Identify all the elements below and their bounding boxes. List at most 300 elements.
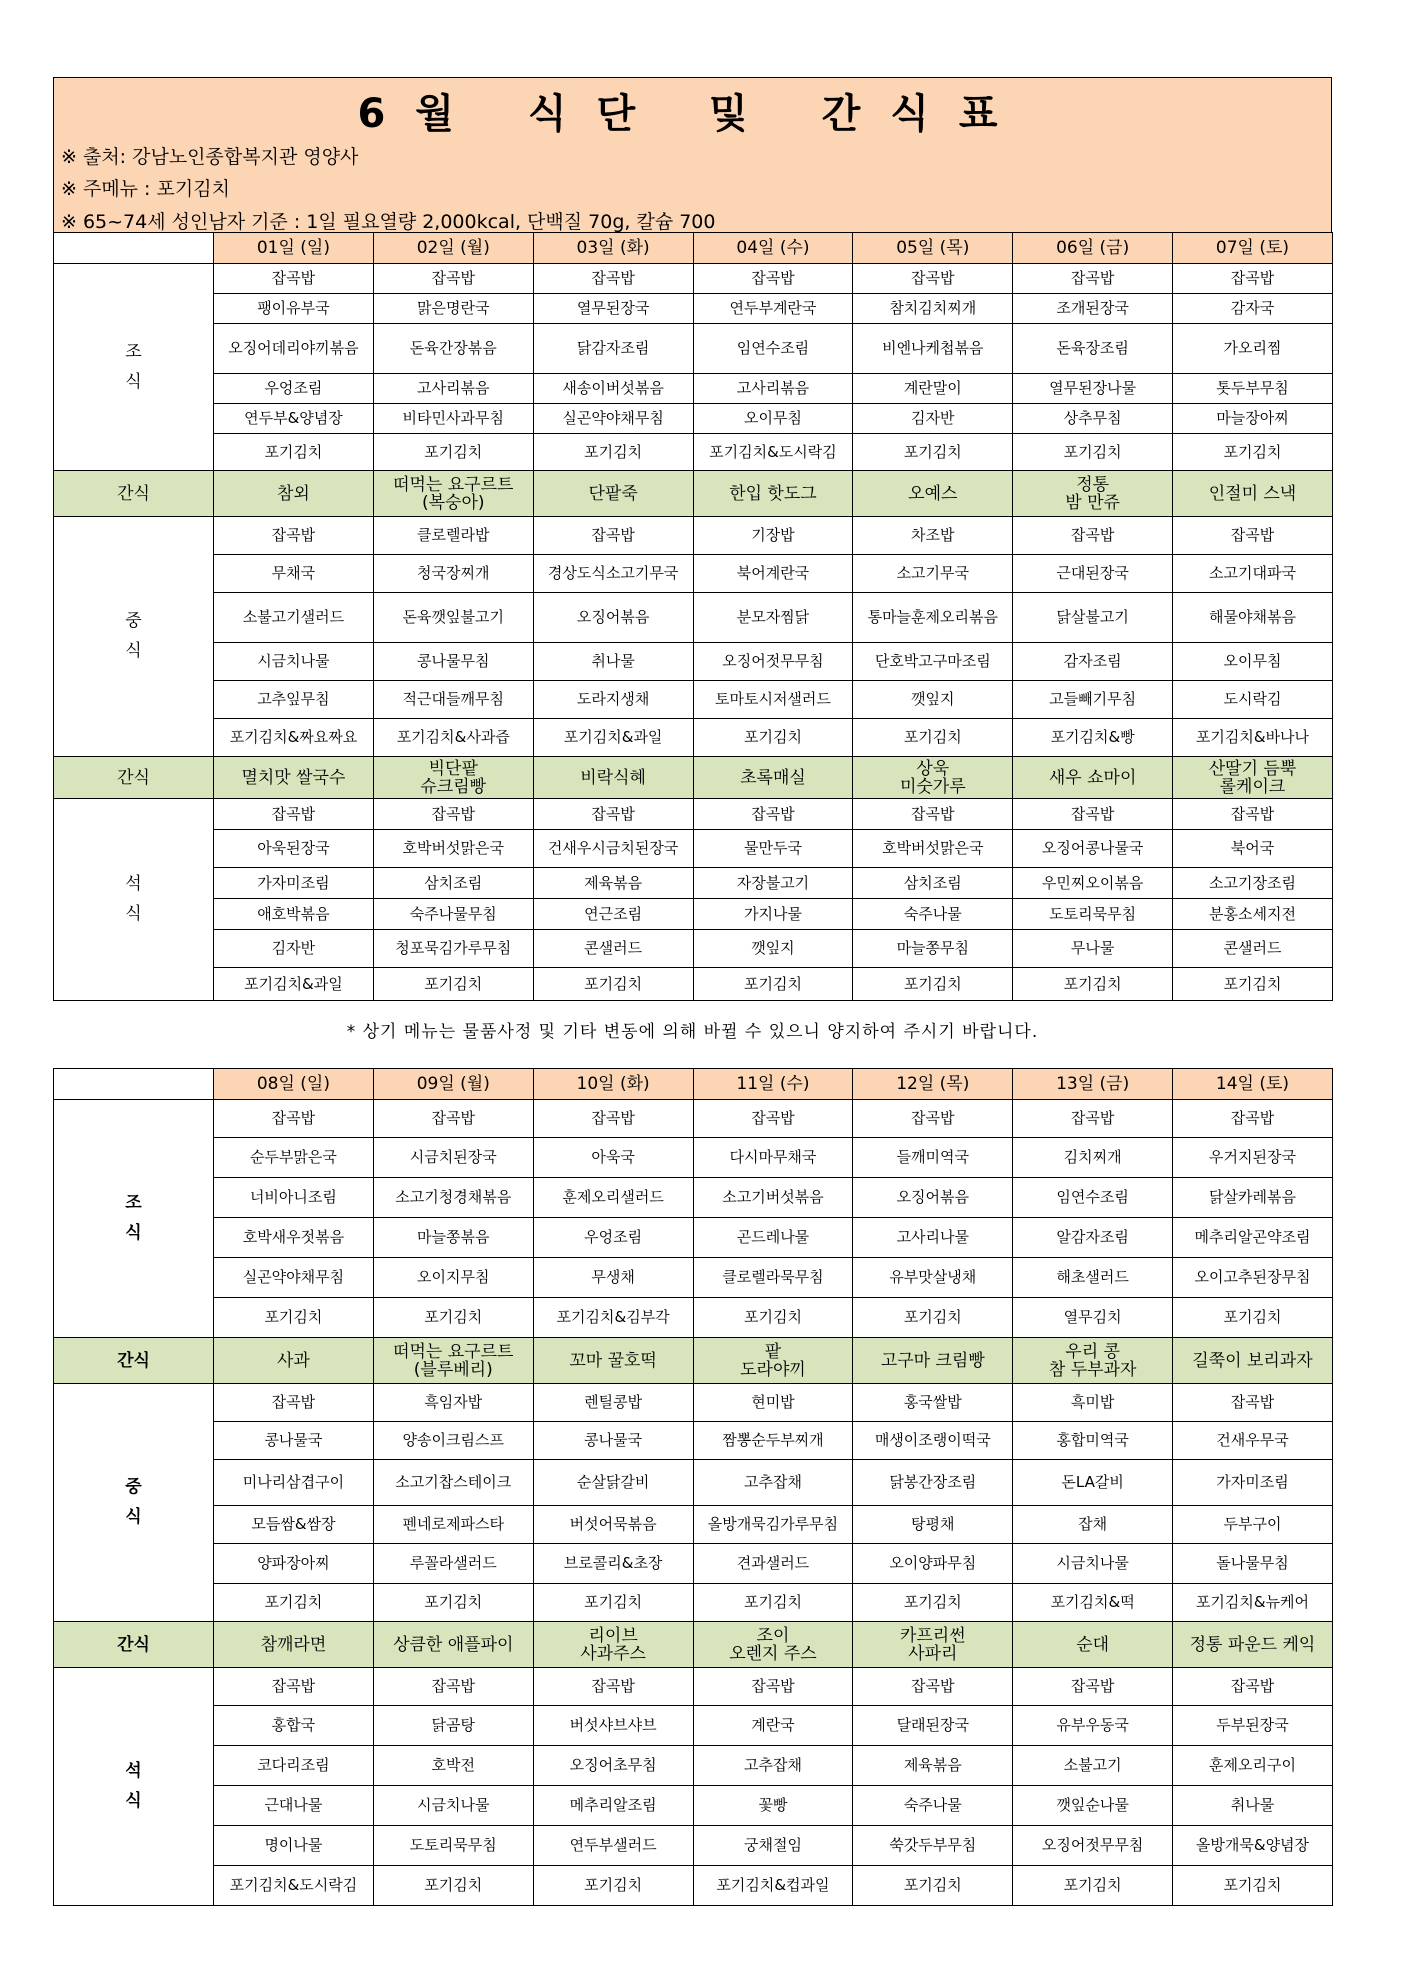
- snack-item: 떠먹는 요구르트 (복숭아): [373, 471, 533, 517]
- breakfast-menu-item: 잡곡밥: [533, 264, 693, 294]
- snack-label: 간식: [54, 471, 214, 517]
- dinner-menu-item: 잡곡밥: [1173, 799, 1333, 830]
- breakfast-menu-item: 오징어데리야끼볶음: [214, 324, 374, 374]
- dinner-menu-item: 자장불고기: [693, 868, 853, 899]
- snack-item: 오예스: [853, 471, 1013, 517]
- dinner-menu-item: 명이나물: [214, 1826, 374, 1866]
- dinner-menu-item: 호박버섯맑은국: [373, 830, 533, 868]
- snack-item: 순대: [1013, 1622, 1173, 1668]
- breakfast-menu-item: 참치김치찌개: [853, 294, 1013, 324]
- breakfast-menu-item: 오이무침: [693, 404, 853, 434]
- dinner-menu-item: 무나물: [1013, 930, 1173, 968]
- lunch-menu-item: 적근대들깨무침: [373, 681, 533, 719]
- dinner-menu-item: 포기김치: [1173, 1866, 1333, 1906]
- snack-item: 참외: [214, 471, 374, 517]
- lunch-menu-item: 펜네로제파스타: [373, 1506, 533, 1544]
- dinner-menu-item: 포기김치&과일: [214, 968, 374, 1001]
- breakfast-menu-item: 잡곡밥: [373, 264, 533, 294]
- breakfast-menu-item: 잡곡밥: [693, 1100, 853, 1138]
- breakfast-menu-item: 임연수조림: [1013, 1178, 1173, 1218]
- footnote: * 상기 메뉴는 물품사정 및 기타 변동에 의해 바뀔 수 있으니 양지하여 주시기 바랍니다.: [346, 1022, 1039, 1042]
- breakfast-menu-item: 연두부계란국: [693, 294, 853, 324]
- breakfast-menu-item: 비엔나케첩볶음: [853, 324, 1013, 374]
- date-header: 07일 (토): [1173, 233, 1333, 264]
- dinner-menu-item: 도토리묵무침: [1013, 899, 1173, 930]
- breakfast-menu-item: 오이지무침: [373, 1258, 533, 1298]
- page-title: 6월 식단 및 간식표: [357, 91, 1028, 137]
- dinner-menu-item: 잡곡밥: [533, 1668, 693, 1706]
- breakfast-menu-item: 돈육간장볶음: [373, 324, 533, 374]
- dinner-menu-item: 아욱된장국: [214, 830, 374, 868]
- lunch-menu-item: 포기김치&바나나: [1173, 719, 1333, 757]
- breakfast-menu-item: 알감자조림: [1013, 1218, 1173, 1258]
- snack-item: 초록매실: [693, 757, 853, 799]
- dinner-menu-item: 포기김치: [373, 1866, 533, 1906]
- breakfast-menu-item: 잡곡밥: [214, 264, 374, 294]
- lunch-menu-item: 브로콜리&초장: [533, 1544, 693, 1584]
- breakfast-menu-item: 상추무침: [1013, 404, 1173, 434]
- date-header: 11일 (수): [693, 1069, 853, 1100]
- dinner-menu-item: 가자미조림: [214, 868, 374, 899]
- lunch-menu-item: 근대된장국: [1013, 555, 1173, 593]
- date-header: 02일 (월): [373, 233, 533, 264]
- breakfast-menu-item: 김치찌개: [1013, 1138, 1173, 1178]
- lunch-menu-item: 버섯어묵볶음: [533, 1506, 693, 1544]
- breakfast-menu-item: 돈육장조림: [1013, 324, 1173, 374]
- week-2-table: [53, 1068, 1333, 1906]
- snack-label: 간식: [54, 1622, 214, 1668]
- lunch-menu-item: 토마토시저샐러드: [693, 681, 853, 719]
- lunch-menu-item: 감자조림: [1013, 643, 1173, 681]
- dinner-menu-item: 잡곡밥: [693, 1668, 853, 1706]
- dinner-menu-item: 포기김치: [853, 1866, 1013, 1906]
- lunch-menu-item: 포기김치&사과즙: [373, 719, 533, 757]
- breakfast-menu-item: 감자국: [1173, 294, 1333, 324]
- dinner-menu-item: 포기김치: [533, 1866, 693, 1906]
- lunch-menu-item: 건새우무국: [1173, 1422, 1333, 1460]
- lunch-menu-item: 포기김치&떡: [1013, 1584, 1173, 1622]
- lunch-menu-item: 현미밥: [693, 1384, 853, 1422]
- snack-item: 인절미 스낵: [1173, 471, 1333, 517]
- breakfast-menu-item: 호박새우젓볶음: [214, 1218, 374, 1258]
- lunch-menu-item: 매생이조랭이떡국: [853, 1422, 1013, 1460]
- breakfast-menu-item: 닭살카레볶음: [1173, 1178, 1333, 1218]
- dinner-menu-item: 마늘쫑무침: [853, 930, 1013, 968]
- breakfast-menu-item: 우거지된장국: [1173, 1138, 1333, 1178]
- lunch-menu-item: 단호박고구마조림: [853, 643, 1013, 681]
- lunch-menu-item: 무채국: [214, 555, 374, 593]
- lunch-menu-item: 두부구이: [1173, 1506, 1333, 1544]
- lunch-menu-item: 모듬쌈&쌈장: [214, 1506, 374, 1544]
- dinner-menu-item: 취나물: [1173, 1786, 1333, 1826]
- breakfast-menu-item: 마늘장아찌: [1173, 404, 1333, 434]
- dinner-menu-item: 잡곡밥: [214, 1668, 374, 1706]
- snack-label: 간식: [54, 1338, 214, 1384]
- lunch-menu-item: 포기김치&짜요짜요: [214, 719, 374, 757]
- breakfast-menu-item: 고사리나물: [853, 1218, 1013, 1258]
- lunch-menu-item: 시금치나물: [214, 643, 374, 681]
- breakfast-menu-item: 조개된장국: [1013, 294, 1173, 324]
- dinner-menu-item: 올방개묵&양념장: [1173, 1826, 1333, 1866]
- breakfast-menu-item: 잡곡밥: [1173, 1100, 1333, 1138]
- dinner-menu-item: 삼치조림: [853, 868, 1013, 899]
- dinner-menu-item: 청포묵김가루무침: [373, 930, 533, 968]
- breakfast-menu-item: 포기김치: [214, 1298, 374, 1338]
- dinner-menu-item: 코다리조림: [214, 1746, 374, 1786]
- lunch-menu-item: 포기김치: [693, 719, 853, 757]
- lunch-menu-item: 콩나물국: [214, 1422, 374, 1460]
- lunch-menu-item: 소고기찹스테이크: [373, 1460, 533, 1506]
- breakfast-menu-item: 소고기청경채볶음: [373, 1178, 533, 1218]
- dinner-menu-item: 건새우시금치된장국: [533, 830, 693, 868]
- dinner-menu-item: 버섯샤브샤브: [533, 1706, 693, 1746]
- snack-item: 조이 오렌지 주스: [693, 1622, 853, 1668]
- lunch-menu-item: 흑임자밥: [373, 1384, 533, 1422]
- dinner-menu-item: 숙주나물: [853, 899, 1013, 930]
- lunch-label: 중 식: [54, 1384, 214, 1622]
- breakfast-menu-item: 잡곡밥: [853, 1100, 1013, 1138]
- breakfast-menu-item: 너비아니조림: [214, 1178, 374, 1218]
- dinner-menu-item: 포기김치&도시락김: [214, 1866, 374, 1906]
- dinner-menu-item: 소고기장조림: [1173, 868, 1333, 899]
- lunch-menu-item: 올방개묵김가루무침: [693, 1506, 853, 1544]
- dinner-menu-item: 분홍소세지전: [1173, 899, 1333, 930]
- lunch-menu-item: 홍합미역국: [1013, 1422, 1173, 1460]
- breakfast-menu-item: 팽이유부국: [214, 294, 374, 324]
- dinner-menu-item: 숙주나물: [853, 1786, 1013, 1826]
- dinner-menu-item: 잡곡밥: [1013, 799, 1173, 830]
- lunch-menu-item: 잡곡밥: [214, 1384, 374, 1422]
- dinner-menu-item: 제육볶음: [533, 868, 693, 899]
- dinner-menu-item: 고추잡채: [693, 1746, 853, 1786]
- snack-item: 떠먹는 요구르트 (블루베리): [373, 1338, 533, 1384]
- lunch-menu-item: 포기김치&뉴케어: [1173, 1584, 1333, 1622]
- date-header: 01일 (일): [214, 233, 374, 264]
- lunch-menu-item: 순살닭갈비: [533, 1460, 693, 1506]
- lunch-menu-item: 분모자찜닭: [693, 593, 853, 643]
- breakfast-menu-item: 닭감자조림: [533, 324, 693, 374]
- lunch-menu-item: 가자미조림: [1173, 1460, 1333, 1506]
- date-header: 04일 (수): [693, 233, 853, 264]
- lunch-menu-item: 기장밥: [693, 517, 853, 555]
- dinner-menu-item: 물만두국: [693, 830, 853, 868]
- lunch-menu-item: 깻잎지: [853, 681, 1013, 719]
- lunch-menu-item: 소고기대파국: [1173, 555, 1333, 593]
- corner-cell: [54, 1069, 214, 1100]
- dinner-menu-item: 포기김치: [1013, 968, 1173, 1001]
- lunch-menu-item: 경상도식소고기무국: [533, 555, 693, 593]
- snack-item: 고구마 크림빵: [853, 1338, 1013, 1384]
- snack-item: 우리 콩 참 두부과자: [1013, 1338, 1173, 1384]
- dinner-menu-item: 깻잎지: [693, 930, 853, 968]
- snack-item: 꼬마 꿀호떡: [533, 1338, 693, 1384]
- dinner-menu-item: 잡곡밥: [853, 799, 1013, 830]
- breakfast-menu-item: 포기김치: [533, 434, 693, 471]
- breakfast-menu-item: 포기김치: [853, 1298, 1013, 1338]
- breakfast-menu-item: 포기김치: [373, 434, 533, 471]
- lunch-menu-item: 오징어볶음: [533, 593, 693, 643]
- dinner-menu-item: 우민찌오이볶음: [1013, 868, 1173, 899]
- lunch-menu-item: 도시락김: [1173, 681, 1333, 719]
- lunch-menu-item: 차조밥: [853, 517, 1013, 555]
- breakfast-menu-item: 잡곡밥: [693, 264, 853, 294]
- lunch-menu-item: 홍국쌀밥: [853, 1384, 1013, 1422]
- dinner-menu-item: 호박버섯맑은국: [853, 830, 1013, 868]
- lunch-menu-item: 소불고기샐러드: [214, 593, 374, 643]
- lunch-menu-item: 오징어젓무무침: [693, 643, 853, 681]
- dinner-menu-item: 훈제오리구이: [1173, 1746, 1333, 1786]
- dinner-menu-item: 북어국: [1173, 830, 1333, 868]
- dinner-menu-item: 잡곡밥: [214, 799, 374, 830]
- title-box: [53, 77, 1332, 233]
- lunch-menu-item: 북어계란국: [693, 555, 853, 593]
- lunch-menu-item: 고추잡채: [693, 1460, 853, 1506]
- breakfast-menu-item: 포기김치: [214, 434, 374, 471]
- breakfast-menu-item: 열무김치: [1013, 1298, 1173, 1338]
- dinner-menu-item: 잡곡밥: [1013, 1668, 1173, 1706]
- dinner-menu-item: 오징어초무침: [533, 1746, 693, 1786]
- breakfast-menu-item: 고사리볶음: [693, 374, 853, 404]
- dinner-menu-item: 오징어콩나물국: [1013, 830, 1173, 868]
- lunch-menu-item: 짬뽕순두부찌개: [693, 1422, 853, 1460]
- breakfast-menu-item: 잡곡밥: [214, 1100, 374, 1138]
- dinner-menu-item: 김자반: [214, 930, 374, 968]
- lunch-menu-item: 잡채: [1013, 1506, 1173, 1544]
- breakfast-menu-item: 마늘쫑볶음: [373, 1218, 533, 1258]
- dinner-menu-item: 잡곡밥: [533, 799, 693, 830]
- breakfast-menu-item: 유부맛살냉채: [853, 1258, 1013, 1298]
- dinner-label: 석 식: [54, 1668, 214, 1906]
- lunch-menu-item: 잡곡밥: [1013, 517, 1173, 555]
- dinner-menu-item: 오징어젓무무침: [1013, 1826, 1173, 1866]
- snack-item: 빅단팥 슈크림빵: [373, 757, 533, 799]
- dinner-menu-item: 메추리알조림: [533, 1786, 693, 1826]
- breakfast-menu-item: 다시마무채국: [693, 1138, 853, 1178]
- breakfast-menu-item: 잡곡밥: [533, 1100, 693, 1138]
- snack-item: 새우 쇼마이: [1013, 757, 1173, 799]
- dinner-menu-item: 삼치조림: [373, 868, 533, 899]
- breakfast-menu-item: 곤드레나물: [693, 1218, 853, 1258]
- snack-item: 단팥죽: [533, 471, 693, 517]
- breakfast-menu-item: 잡곡밥: [1013, 1100, 1173, 1138]
- dinner-menu-item: 두부된장국: [1173, 1706, 1333, 1746]
- breakfast-menu-item: 우엉조림: [214, 374, 374, 404]
- lunch-menu-item: 시금치나물: [1013, 1544, 1173, 1584]
- lunch-menu-item: 잡곡밥: [533, 517, 693, 555]
- lunch-menu-item: 렌틸콩밥: [533, 1384, 693, 1422]
- dinner-menu-item: 가지나물: [693, 899, 853, 930]
- breakfast-menu-item: 들깨미역국: [853, 1138, 1013, 1178]
- breakfast-menu-item: 고사리볶음: [373, 374, 533, 404]
- dinner-menu-item: 유부우동국: [1013, 1706, 1173, 1746]
- lunch-menu-item: 콩나물국: [533, 1422, 693, 1460]
- snack-item: 길쭉이 보리과자: [1173, 1338, 1333, 1384]
- snack-item: 정통 파운드 케익: [1173, 1622, 1333, 1668]
- dinner-menu-item: 잡곡밥: [1173, 1668, 1333, 1706]
- dinner-menu-item: 애호박볶음: [214, 899, 374, 930]
- lunch-menu-item: 돈LA갈비: [1013, 1460, 1173, 1506]
- dinner-menu-item: 닭곰탕: [373, 1706, 533, 1746]
- corner-cell: [54, 233, 214, 264]
- lunch-menu-item: 클로렐라밥: [373, 517, 533, 555]
- breakfast-menu-item: 포기김치: [853, 434, 1013, 471]
- breakfast-menu-item: 임연수조림: [693, 324, 853, 374]
- snack-item: 상욱 미숫가루: [853, 757, 1013, 799]
- breakfast-menu-item: 실곤약야채무침: [533, 404, 693, 434]
- dinner-menu-item: 꽃빵: [693, 1786, 853, 1826]
- lunch-menu-item: 양파장아찌: [214, 1544, 374, 1584]
- snack-item: 카프리썬 사파리: [853, 1622, 1013, 1668]
- snack-item: 정통 밤 만쥬: [1013, 471, 1173, 517]
- lunch-menu-item: 취나물: [533, 643, 693, 681]
- dinner-menu-item: 포기김치&컵과일: [693, 1866, 853, 1906]
- date-header: 13일 (금): [1013, 1069, 1173, 1100]
- breakfast-menu-item: 잡곡밥: [373, 1100, 533, 1138]
- dinner-menu-item: 숙주나물무침: [373, 899, 533, 930]
- lunch-menu-item: 도라지생채: [533, 681, 693, 719]
- date-header: 05일 (목): [853, 233, 1013, 264]
- lunch-menu-item: 잡곡밥: [214, 517, 374, 555]
- lunch-menu-item: 닭살불고기: [1013, 593, 1173, 643]
- lunch-menu-item: 잡곡밥: [1173, 517, 1333, 555]
- lunch-menu-item: 견과샐러드: [693, 1544, 853, 1584]
- lunch-menu-item: 고들빼기무침: [1013, 681, 1173, 719]
- dinner-menu-item: 잡곡밥: [373, 799, 533, 830]
- snack-item: 산딸기 듬뿍 롤케이크: [1173, 757, 1333, 799]
- dinner-menu-item: 포기김치: [533, 968, 693, 1001]
- main-menu-note: ※ 주메뉴 : 포기김치: [61, 178, 230, 200]
- breakfast-menu-item: 연두부&양념장: [214, 404, 374, 434]
- lunch-menu-item: 흑미밥: [1013, 1384, 1173, 1422]
- breakfast-menu-item: 메추리알곤약조림: [1173, 1218, 1333, 1258]
- breakfast-menu-item: 김자반: [853, 404, 1013, 434]
- breakfast-menu-item: 포기김치: [693, 1298, 853, 1338]
- dinner-menu-item: 도토리묵무침: [373, 1826, 533, 1866]
- snack-label: 간식: [54, 757, 214, 799]
- breakfast-menu-item: 무생채: [533, 1258, 693, 1298]
- dinner-menu-item: 잡곡밥: [853, 1668, 1013, 1706]
- dinner-menu-item: 홍합국: [214, 1706, 374, 1746]
- dinner-menu-item: 소불고기: [1013, 1746, 1173, 1786]
- breakfast-menu-item: 실곤약야채무침: [214, 1258, 374, 1298]
- date-header: 10일 (화): [533, 1069, 693, 1100]
- dinner-menu-item: 근대나물: [214, 1786, 374, 1826]
- snack-item: 멸치맛 쌀국수: [214, 757, 374, 799]
- breakfast-menu-item: 포기김치&도시락김: [693, 434, 853, 471]
- snack-item: 사과: [214, 1338, 374, 1384]
- lunch-menu-item: 닭봉간장조림: [853, 1460, 1013, 1506]
- breakfast-menu-item: 열무된장국: [533, 294, 693, 324]
- breakfast-menu-item: 가오리찜: [1173, 324, 1333, 374]
- snack-item: 리이브 사과주스: [533, 1622, 693, 1668]
- breakfast-menu-item: 훈제오리샐러드: [533, 1178, 693, 1218]
- week-1-table: [53, 232, 1333, 1001]
- breakfast-menu-item: 클로렐라묵무침: [693, 1258, 853, 1298]
- dinner-menu-item: 포기김치: [1173, 968, 1333, 1001]
- breakfast-menu-item: 오이고추된장무침: [1173, 1258, 1333, 1298]
- lunch-menu-item: 포기김치: [853, 719, 1013, 757]
- dinner-menu-item: 잡곡밥: [373, 1668, 533, 1706]
- breakfast-label: 조 식: [54, 1100, 214, 1338]
- snack-item: 비락식혜: [533, 757, 693, 799]
- breakfast-menu-item: 포기김치: [1173, 434, 1333, 471]
- breakfast-menu-item: 톳두부무침: [1173, 374, 1333, 404]
- snack-item: 상큼한 애플파이: [373, 1622, 533, 1668]
- dinner-menu-item: 계란국: [693, 1706, 853, 1746]
- dinner-menu-item: 포기김치: [1013, 1866, 1173, 1906]
- breakfast-menu-item: 잡곡밥: [1013, 264, 1173, 294]
- breakfast-menu-item: 시금치된장국: [373, 1138, 533, 1178]
- lunch-menu-item: 고추잎무침: [214, 681, 374, 719]
- breakfast-menu-item: 포기김치: [1013, 434, 1173, 471]
- breakfast-menu-item: 해초샐러드: [1013, 1258, 1173, 1298]
- lunch-menu-item: 포기김치&빵: [1013, 719, 1173, 757]
- date-header: 12일 (목): [853, 1069, 1013, 1100]
- date-header: 14일 (토): [1173, 1069, 1333, 1100]
- lunch-menu-item: 콩나물무침: [373, 643, 533, 681]
- source-note: ※ 출처: 강남노인종합복지관 영양사: [61, 146, 359, 168]
- dinner-menu-item: 깻잎순나물: [1013, 1786, 1173, 1826]
- dinner-menu-item: 포기김치: [853, 968, 1013, 1001]
- lunch-menu-item: 포기김치: [373, 1584, 533, 1622]
- dinner-menu-item: 연두부샐러드: [533, 1826, 693, 1866]
- lunch-menu-item: 탕평채: [853, 1506, 1013, 1544]
- lunch-menu-item: 잡곡밥: [1173, 1384, 1333, 1422]
- lunch-menu-item: 소고기무국: [853, 555, 1013, 593]
- lunch-menu-item: 포기김치&과일: [533, 719, 693, 757]
- lunch-menu-item: 오이무침: [1173, 643, 1333, 681]
- breakfast-menu-item: 계란말이: [853, 374, 1013, 404]
- dinner-menu-item: 달래된장국: [853, 1706, 1013, 1746]
- date-header: 08일 (일): [214, 1069, 374, 1100]
- lunch-menu-item: 청국장찌개: [373, 555, 533, 593]
- dinner-menu-item: 콘샐러드: [1173, 930, 1333, 968]
- breakfast-menu-item: 소고기버섯볶음: [693, 1178, 853, 1218]
- breakfast-menu-item: 오징어볶음: [853, 1178, 1013, 1218]
- breakfast-menu-item: 우엉조림: [533, 1218, 693, 1258]
- breakfast-menu-item: 열무된장나물: [1013, 374, 1173, 404]
- lunch-menu-item: 통마늘훈제오리볶음: [853, 593, 1013, 643]
- lunch-label: 중 식: [54, 517, 214, 757]
- snack-item: 팥 도라야끼: [693, 1338, 853, 1384]
- dinner-menu-item: 포기김치: [693, 968, 853, 1001]
- lunch-menu-item: 양송이크림스프: [373, 1422, 533, 1460]
- date-header: 06일 (금): [1013, 233, 1173, 264]
- lunch-menu-item: 포기김치: [853, 1584, 1013, 1622]
- breakfast-menu-item: 순두부맑은국: [214, 1138, 374, 1178]
- lunch-menu-item: 포기김치: [214, 1584, 374, 1622]
- breakfast-label: 조 식: [54, 264, 214, 471]
- breakfast-menu-item: 잡곡밥: [853, 264, 1013, 294]
- lunch-menu-item: 포기김치: [693, 1584, 853, 1622]
- nutrition-note: ※ 65~74세 성인남자 기준 : 1일 필요열량 2,000kcal, 단백질 70g, 칼슘 700: [61, 211, 716, 233]
- lunch-menu-item: 오이양파무침: [853, 1544, 1013, 1584]
- breakfast-menu-item: 포기김치: [373, 1298, 533, 1338]
- dinner-label: 석 식: [54, 799, 214, 1001]
- dinner-menu-item: 제육볶음: [853, 1746, 1013, 1786]
- dinner-menu-item: 쑥갓두부무침: [853, 1826, 1013, 1866]
- lunch-menu-item: 돌나물무침: [1173, 1544, 1333, 1584]
- breakfast-menu-item: 아욱국: [533, 1138, 693, 1178]
- dinner-menu-item: 콘샐러드: [533, 930, 693, 968]
- dinner-menu-item: 호박전: [373, 1746, 533, 1786]
- date-header: 09일 (월): [373, 1069, 533, 1100]
- breakfast-menu-item: 포기김치: [1173, 1298, 1333, 1338]
- lunch-menu-item: 미나리삼겹구이: [214, 1460, 374, 1506]
- lunch-menu-item: 돈육깻잎불고기: [373, 593, 533, 643]
- dinner-menu-item: 궁채절임: [693, 1826, 853, 1866]
- breakfast-menu-item: 잡곡밥: [1173, 264, 1333, 294]
